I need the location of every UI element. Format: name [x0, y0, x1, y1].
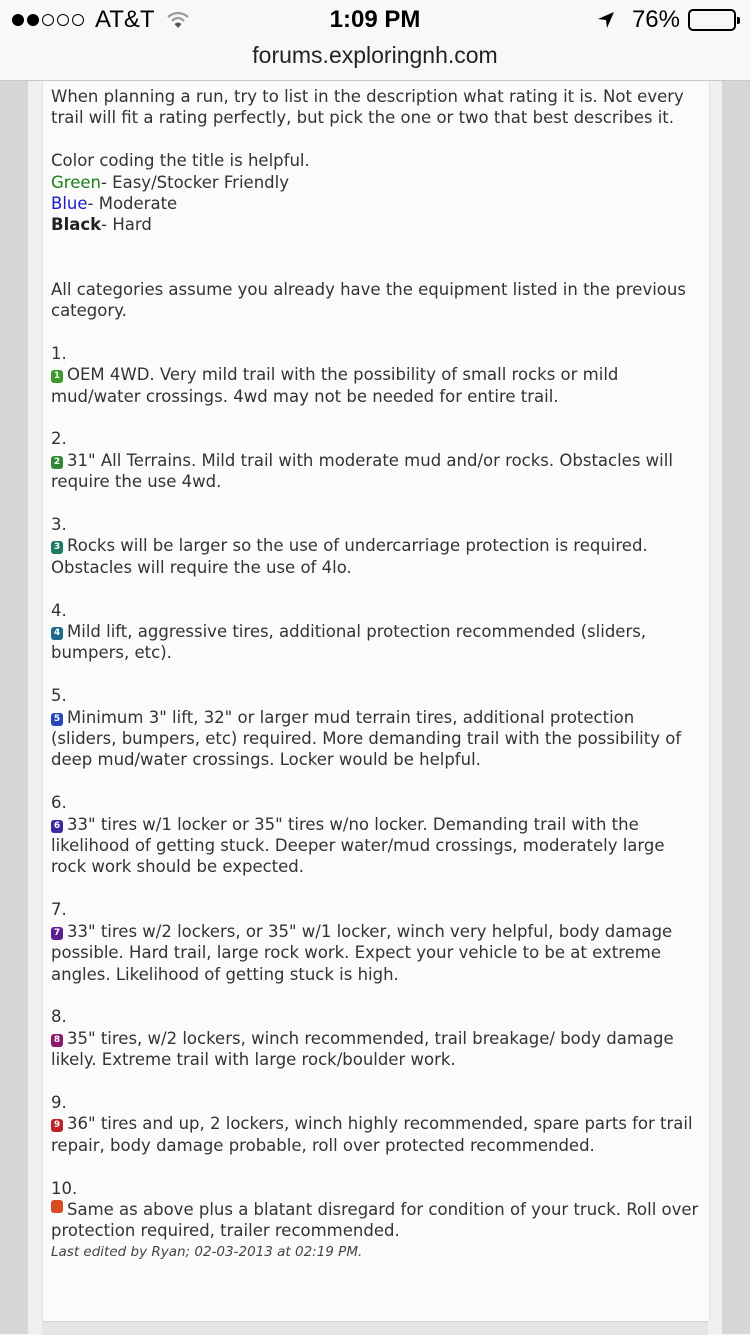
rating-badge-icon — [51, 1200, 63, 1213]
post-content — [51, 86, 703, 1263]
ratings-list — [51, 321, 703, 1241]
color-black-label: Black — [51, 215, 102, 235]
color-blue-label: Blue — [51, 194, 88, 214]
color-black-line — [51, 214, 703, 235]
address-bar[interactable] — [0, 40, 750, 81]
rating-description — [51, 1113, 703, 1156]
status-left — [12, 6, 191, 34]
rating-description — [51, 1028, 703, 1071]
page-gutter-left — [0, 81, 28, 1334]
rating-description — [51, 1199, 703, 1242]
rating-text: Rocks will be larger so the use of undercarriage protection is required. Obstacles will require the use of 4lo. — [51, 536, 648, 577]
rating-number: 5. — [51, 686, 67, 706]
status-right — [596, 6, 736, 34]
rating-badge-icon: 5 — [51, 713, 63, 726]
rating-text: 35" tires, w/2 lockers, winch recommended, trail breakage/ body damage likely. Extreme trail with large rock/boulder work. — [51, 1028, 674, 1070]
color-blue-line — [51, 193, 703, 214]
rating-text: OEM 4WD. Very mild trail with the possibility of small rocks or mild mud/water crossings. 4wd may not be needed for entire trail. — [51, 365, 619, 406]
color-black-desc: - Hard — [101, 215, 152, 235]
rating-number: 7. — [51, 900, 67, 920]
rating-badge-icon: 3 — [51, 541, 63, 554]
page-gutter-right — [722, 81, 750, 1334]
location-arrow-icon — [596, 10, 616, 30]
rating-badge-icon: 1 — [51, 370, 63, 383]
rating-badge-icon: 8 — [51, 1034, 63, 1047]
rating-text: 36" tires and up, 2 lockers, winch highly recommended, spare parts for trail repair, body damage probable, roll over protected recommended. — [51, 1114, 693, 1155]
color-green-label: Green — [51, 172, 101, 192]
rating-description — [51, 707, 703, 771]
carrier-label: AT&T — [95, 6, 155, 33]
signal-strength-icon — [12, 14, 87, 26]
rating-number: 6. — [51, 793, 67, 813]
clock: 1:09 PM — [329, 6, 421, 33]
rating-badge-icon: 4 — [51, 627, 63, 640]
rating-text: 31" All Terrains. Mild trail with moderate mud and/or rocks. Obstacles will require the use 4wd. — [51, 450, 673, 492]
rating-number: 8. — [51, 1007, 67, 1027]
rating-description — [51, 921, 703, 985]
intro-text: When planning a run, try to list in the description what rating it is. Not every trail will fit a rating perfectly, but pick the one or two that best describes it. — [51, 87, 684, 128]
color-note: Color coding the title is helpful. — [51, 151, 310, 171]
rating-number: 3. — [51, 515, 67, 535]
rating-description — [51, 364, 703, 407]
color-green-desc: - Easy/Stocker Friendly — [100, 172, 289, 192]
rating-description — [51, 450, 703, 493]
rating-text: Same as above plus a blatant disregard for condition of your truck. Roll over protection required, trailer recommended. — [51, 1199, 699, 1241]
color-green-line — [51, 172, 703, 193]
last-edited-note: Last edited by Ryan; 02-03-2013 at 02:19 PM. — [51, 1243, 363, 1260]
color-blue-desc: - Moderate — [87, 194, 178, 214]
rating-text: Mild lift, aggressive tires, additional protection recommended (sliders, bumpers, etc). — [51, 622, 647, 663]
rating-text: 33" tires w/1 locker or 35" tires w/no locker. Demanding trail with the likelihood of getting stuck. Deeper water/mud crossings, moderately large rock work should be expected. — [51, 814, 665, 877]
rating-number: 4. — [51, 600, 67, 620]
status-bar — [0, 0, 750, 40]
battery-percent: 76% — [631, 6, 680, 33]
rating-badge-icon: 2 — [51, 456, 63, 469]
rating-number: 2. — [51, 429, 67, 449]
rating-description — [51, 814, 703, 878]
rating-badge-icon: 9 — [51, 1119, 63, 1132]
next-post-header — [42, 1321, 708, 1335]
rating-text: 33" tires w/2 lockers, or 35" w/1 locker, winch very helpful, body damage possible. Hard trail, large rock work. Expect your vehicle to be at extreme angles. Likelihood of getting stuck is high. — [51, 921, 673, 984]
rating-number: 9. — [51, 1092, 67, 1112]
rating-text: Minimum 3" lift, 32" or larger mud terrain tires, additional protection (sliders, bumpers, etc) required. More demanding trail with the possibility of deep mud/water crossings. Locker would be helpful. — [51, 707, 682, 770]
rating-number: 1. — [51, 343, 67, 363]
battery-icon — [688, 9, 736, 31]
rating-badge-icon: 7 — [51, 927, 63, 940]
rating-description — [51, 535, 703, 578]
rating-badge-icon: 6 — [51, 820, 63, 833]
rating-number: 10. — [51, 1178, 78, 1198]
rating-description — [51, 621, 703, 664]
categories-note: All categories assume you already have the equipment listed in the previous category. — [51, 279, 686, 321]
wifi-icon — [165, 10, 191, 30]
url-text[interactable]: forums.exploringnh.com — [252, 42, 498, 68]
